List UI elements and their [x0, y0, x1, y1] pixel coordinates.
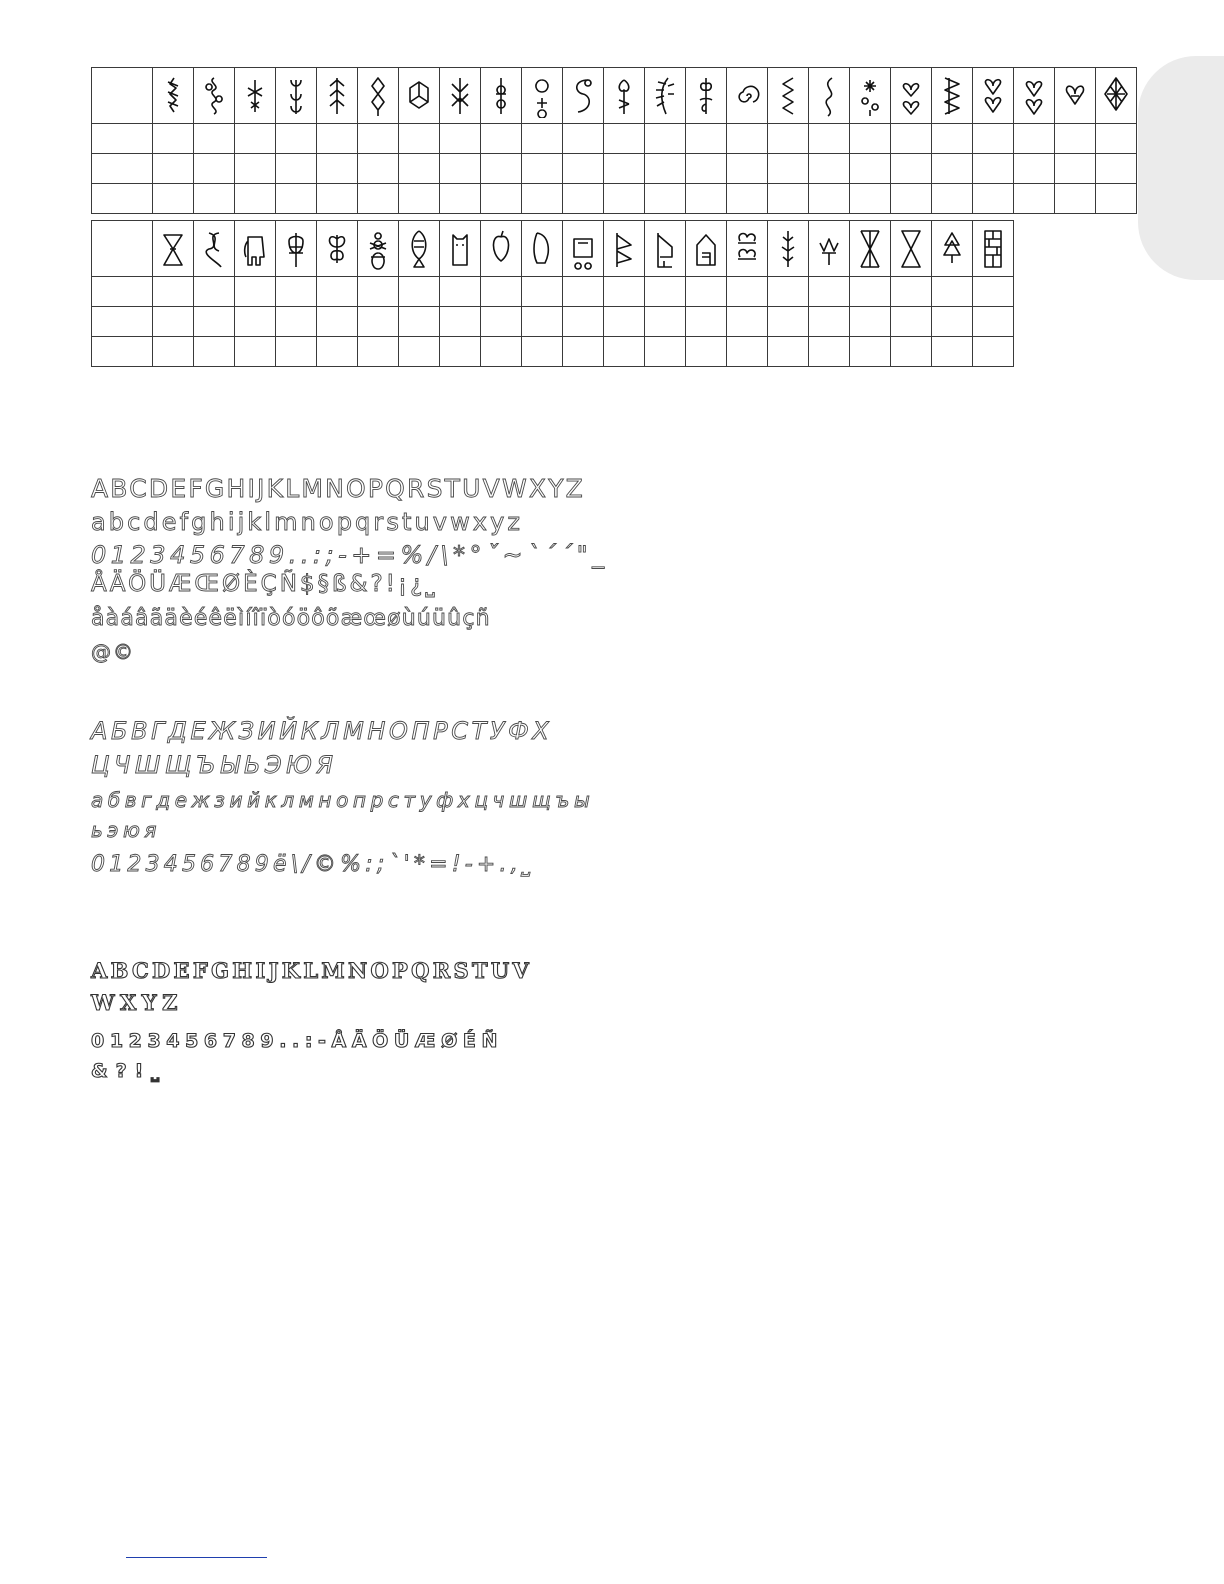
wave-icon: [816, 74, 842, 118]
stitch-icon-cell: [768, 221, 809, 277]
stitch-entry-cell: [522, 154, 563, 184]
stitch-icon-cell: [850, 221, 891, 277]
stitch-icon-cell: [440, 221, 481, 277]
double-zigzag-icon: [939, 74, 965, 118]
pine-tree-icon: [939, 227, 965, 271]
stitch-icon-cell: [645, 68, 686, 124]
stitch-entry-cell: [194, 307, 235, 337]
diamond-x-icon: [857, 227, 883, 271]
stitch-entry-cell: [973, 337, 1014, 367]
stitch-entry-cell: [686, 307, 727, 337]
car-icon: [570, 227, 596, 271]
stitch-entry-cell: [932, 277, 973, 307]
stitch-entry-cell: [973, 307, 1014, 337]
house-icon: [652, 227, 678, 271]
stitch-entry-cell: [194, 124, 235, 154]
stitch-entry-cell: [645, 307, 686, 337]
cloud-icon: [734, 227, 760, 271]
stitch-table-1: [91, 67, 1137, 214]
stitch-entry-cell: [358, 124, 399, 154]
stitch-icon-cell: [522, 68, 563, 124]
stitch-entry-cell: [317, 154, 358, 184]
stitch-entry-cell: [235, 337, 276, 367]
stitch-entry-cell: [481, 184, 522, 214]
stitch-entry-cell: [932, 307, 973, 337]
stitch-entry-cell: [850, 307, 891, 337]
stitch-entry-cell: [973, 277, 1014, 307]
stitch-entry-cell: [1014, 154, 1055, 184]
stitch-icon-cell: [399, 68, 440, 124]
black-heart-icon: [898, 74, 924, 118]
stitch-entry-cell: [850, 277, 891, 307]
stitch-entry-cell: [194, 184, 235, 214]
stitch-entry-cell: [276, 124, 317, 154]
stitch-entry-cell: [727, 307, 768, 337]
footer-rule: [126, 1557, 267, 1558]
stitch-entry-cell: [563, 184, 604, 214]
heart-outline-icon: [1021, 74, 1047, 118]
stitch-entry-cell: [891, 307, 932, 337]
cyrillic-uppercase-1: АБВГДЕЖЗИЙКЛМНОПРСТУФХ: [91, 717, 553, 745]
stitch-entry-cell: [932, 184, 973, 214]
stitch-entry-cell: [522, 277, 563, 307]
cyrillic-uppercase-2: ЦЧШЩЪЫЬЭЮЯ: [91, 751, 338, 779]
diamond-chain-icon: [365, 74, 391, 118]
stitch-entry-row: [92, 277, 1014, 307]
stitch-icon-cell: [1096, 68, 1137, 124]
stitch-entry-row: [92, 154, 1137, 184]
stitch-entry-cell: [809, 124, 850, 154]
stitch-icon-cell: [440, 68, 481, 124]
stitch-icon-cell: [276, 68, 317, 124]
heart-double-icon: [1062, 74, 1088, 118]
stitch-icon-cell: [727, 68, 768, 124]
heart-chain-icon: [980, 74, 1006, 118]
stitch-entry-cell: [440, 124, 481, 154]
stitch-icon-cell: [850, 68, 891, 124]
floral-star-icon: [857, 74, 883, 118]
stitch-entry-cell: [768, 124, 809, 154]
stitch-entry-cell: [563, 337, 604, 367]
stitch-entry-cell: [440, 154, 481, 184]
stitch-entry-cell: [645, 277, 686, 307]
stitch-entry-cell: [1014, 124, 1055, 154]
stitch-row-label: [92, 124, 153, 154]
fern-icon: [652, 74, 678, 118]
stitch-entry-cell: [645, 337, 686, 367]
stitch-icon-cell: [768, 68, 809, 124]
stitch-icon-cell: [686, 221, 727, 277]
stitch-entry-cell: [1055, 184, 1096, 214]
lattice-diamond-icon: [1103, 74, 1129, 118]
stitch-icon-cell: [686, 68, 727, 124]
stitch-row-label: [92, 184, 153, 214]
tulip-chain-icon: [283, 74, 309, 118]
block-symbols: &?!⎵: [91, 1060, 167, 1082]
stitch-label-cell: [92, 221, 153, 277]
flower-burst-icon: [242, 74, 268, 118]
stitch-entry-cell: [645, 124, 686, 154]
stitch-entry-cell: [481, 307, 522, 337]
stitch-entry-cell: [645, 154, 686, 184]
stitch-icon-cell: [563, 221, 604, 277]
stitch-entry-cell: [891, 184, 932, 214]
stitch-icon-cell: [522, 221, 563, 277]
stitch-entry-cell: [235, 184, 276, 214]
stitch-entry-cell: [276, 307, 317, 337]
stitch-entry-cell: [809, 154, 850, 184]
stitch-entry-cell: [604, 337, 645, 367]
stitch-icon-cell: [891, 221, 932, 277]
stitch-icon-cell: [235, 221, 276, 277]
stitch-entry-cell: [276, 154, 317, 184]
stitch-entry-cell: [850, 184, 891, 214]
stitch-entry-cell: [358, 154, 399, 184]
stitch-entry-cell: [1055, 124, 1096, 154]
stitch-entry-cell: [481, 277, 522, 307]
stitch-icon-cell: [891, 68, 932, 124]
apple-icon: [488, 227, 514, 271]
cyrillic-numbers-symbols: 0123456789ё\/©%:;`'*=!-+.,⎵: [91, 852, 535, 877]
flower-stem-icon: [775, 227, 801, 271]
stitch-entry-cell: [686, 124, 727, 154]
stitch-icon-cell: [727, 221, 768, 277]
stitch-entry-cell: [399, 154, 440, 184]
stitch-icon-cell: [604, 68, 645, 124]
stitch-entry-cell: [153, 154, 194, 184]
hexagon-icon: [406, 74, 432, 118]
stitch-icon-cell: [809, 68, 850, 124]
chapter-side-tab: [1138, 56, 1224, 280]
stitch-entry-cell: [891, 124, 932, 154]
stitch-entry-cell: [522, 307, 563, 337]
stitch-entry-cell: [809, 337, 850, 367]
stitch-entry-cell: [440, 184, 481, 214]
stitch-entry-cell: [317, 124, 358, 154]
stitch-entry-cell: [194, 154, 235, 184]
block-uppercase-2: WXYZ: [91, 990, 183, 1015]
fleur-icon: [693, 74, 719, 118]
stitch-entry-cell: [686, 154, 727, 184]
scroll-vine-icon: [201, 74, 227, 118]
brick-icon: [980, 227, 1006, 271]
leaf-vine-icon: [160, 74, 186, 118]
stitch-entry-cell: [768, 307, 809, 337]
snowflake-arrow-icon: [447, 74, 473, 118]
latin-accented-upper: ÅÄÖÜÆŒØÈÇÑ$§ß&?!¡¿⎵: [91, 571, 438, 597]
stitch-entry-cell: [153, 277, 194, 307]
stitch-entry-cell: [153, 124, 194, 154]
stitch-icon-cell: [276, 221, 317, 277]
stitch-entry-cell: [317, 307, 358, 337]
stitch-table-2: [91, 220, 1014, 367]
stitch-entry-cell: [276, 277, 317, 307]
stitch-entry-cell: [358, 307, 399, 337]
stitch-entry-cell: [891, 277, 932, 307]
stitch-entry-cell: [1096, 124, 1137, 154]
stitch-entry-cell: [317, 337, 358, 367]
stitch-entry-cell: [809, 277, 850, 307]
stitch-icon-cell: [194, 68, 235, 124]
stitch-entry-cell: [235, 154, 276, 184]
boat-icon: [611, 227, 637, 271]
block-uppercase-1: ABCDEFGHIJKLMNOPQRSTUV: [91, 958, 533, 983]
stitch-row-label: [92, 154, 153, 184]
stitch-icon-cell: [1055, 68, 1096, 124]
arrow-chain-icon: [324, 74, 350, 118]
stitch-entry-cell: [522, 337, 563, 367]
stitch-entry-cell: [358, 184, 399, 214]
stitch-entry-cell: [604, 124, 645, 154]
stitch-entry-cell: [932, 154, 973, 184]
stitch-entry-cell: [727, 277, 768, 307]
latin-numbers-symbols: 0123456789..:;-+=%/\*°ˇ~`´´"_: [91, 541, 609, 569]
stitch-entry-cell: [1096, 184, 1137, 214]
stitch-entry-cell: [768, 337, 809, 367]
stitch-icon-cell: [153, 68, 194, 124]
stitch-entry-cell: [891, 154, 932, 184]
stitch-entry-cell: [522, 184, 563, 214]
stitch-icon-cell: [973, 221, 1014, 277]
stitch-entry-cell: [850, 337, 891, 367]
stitch-entry-row: [92, 184, 1137, 214]
fish-icon: [406, 227, 432, 271]
stitch-entry-cell: [235, 124, 276, 154]
ant-icon: [365, 227, 391, 271]
stitch-icon-cell: [481, 221, 522, 277]
stitch-entry-cell: [727, 337, 768, 367]
stitch-entry-cell: [481, 337, 522, 367]
stitch-icon-cell: [809, 221, 850, 277]
stitch-entry-cell: [973, 154, 1014, 184]
stitch-entry-cell: [358, 277, 399, 307]
stitch-row-label: [92, 277, 153, 307]
stitch-entry-cell: [194, 277, 235, 307]
elephant-icon: [242, 227, 268, 271]
stitch-entry-cell: [563, 307, 604, 337]
latin-uppercase: ABCDEFGHIJKLMNOPQRSTUVWXYZ: [91, 474, 585, 503]
stitch-icon-row: [92, 221, 1014, 277]
stitch-icon-cell: [358, 68, 399, 124]
stitch-icon-cell: [194, 221, 235, 277]
stitch-entry-cell: [399, 184, 440, 214]
stitch-entry-cell: [399, 277, 440, 307]
stitch-entry-cell: [850, 154, 891, 184]
rooster-icon: [529, 227, 555, 271]
stitch-entry-cell: [153, 307, 194, 337]
stitch-entry-cell: [276, 337, 317, 367]
stitch-icon-cell: [973, 68, 1014, 124]
stitch-icon-cell: [153, 221, 194, 277]
knot-icon: [201, 227, 227, 271]
stitch-entry-cell: [727, 124, 768, 154]
stitch-icon-cell: [317, 68, 358, 124]
stitch-entry-cell: [686, 337, 727, 367]
stitch-entry-cell: [686, 277, 727, 307]
spiral-icon: [734, 74, 760, 118]
stitch-entry-cell: [727, 154, 768, 184]
stitch-entry-cell: [932, 124, 973, 154]
stitch-entry-cell: [768, 184, 809, 214]
stitch-icon-cell: [563, 68, 604, 124]
stitch-label-cell: [92, 68, 153, 124]
stitch-entry-cell: [1014, 184, 1055, 214]
stitch-icon-cell: [604, 221, 645, 277]
zigzag-icon: [775, 74, 801, 118]
stitch-entry-cell: [1096, 154, 1137, 184]
cat-icon: [447, 227, 473, 271]
stitch-entry-cell: [522, 124, 563, 154]
stitch-icon-cell: [358, 221, 399, 277]
stitch-icon-cell: [481, 68, 522, 124]
stitch-entry-cell: [317, 277, 358, 307]
turtle-icon: [283, 227, 309, 271]
stitch-entry-cell: [563, 124, 604, 154]
stitch-entry-cell: [604, 277, 645, 307]
block-numbers-accents: 0123456789..:-ÅÄÖÜÆØÉÑ: [91, 1030, 503, 1052]
stitch-entry-cell: [850, 124, 891, 154]
stitch-entry-cell: [604, 184, 645, 214]
stitch-entry-row: [92, 124, 1137, 154]
stitch-entry-cell: [973, 124, 1014, 154]
ornament-flower-icon: [611, 74, 637, 118]
latin-accented-lower: åàáâãäèéêëìíîïòóöôõæœøùúüûçñ: [91, 606, 491, 631]
hourglass-icon: [898, 227, 924, 271]
cross-spiral-icon: [529, 74, 555, 118]
stitch-icon-cell: [1014, 68, 1055, 124]
stitch-entry-cell: [604, 154, 645, 184]
stitch-icon-cell: [317, 221, 358, 277]
stitch-entry-cell: [235, 277, 276, 307]
stitch-icon-cell: [645, 221, 686, 277]
stitch-entry-cell: [440, 337, 481, 367]
stitch-entry-cell: [194, 337, 235, 367]
stitch-entry-cell: [399, 124, 440, 154]
stitch-icon-cell: [235, 68, 276, 124]
stitch-row-label: [92, 307, 153, 337]
cyrillic-lowercase-2: ьэюя: [91, 818, 162, 842]
stitch-entry-cell: [440, 277, 481, 307]
stitch-entry-cell: [358, 337, 399, 367]
stitch-entry-cell: [891, 337, 932, 367]
stitch-icon-cell: [932, 68, 973, 124]
stitch-entry-cell: [317, 184, 358, 214]
stitch-entry-cell: [276, 184, 317, 214]
stitch-entry-cell: [399, 337, 440, 367]
bow-icon: [160, 227, 186, 271]
stitch-entry-row: [92, 337, 1014, 367]
stitch-entry-cell: [809, 184, 850, 214]
stitch-entry-cell: [768, 277, 809, 307]
stitch-entry-cell: [686, 184, 727, 214]
stitch-entry-cell: [153, 337, 194, 367]
stitch-entry-cell: [440, 307, 481, 337]
stitch-entry-cell: [563, 154, 604, 184]
stitch-entry-row: [92, 307, 1014, 337]
crown-icon: [816, 227, 842, 271]
s-curl-icon: [570, 74, 596, 118]
stitch-entry-cell: [604, 307, 645, 337]
cyrillic-lowercase-1: абвгдежзийклмнопрстуфхцчшщъы: [91, 788, 595, 812]
stitch-entry-cell: [973, 184, 1014, 214]
stitch-entry-cell: [645, 184, 686, 214]
stitch-entry-cell: [481, 154, 522, 184]
stitch-entry-cell: [1055, 154, 1096, 184]
stitch-icon-cell: [399, 221, 440, 277]
butterfly-icon: [324, 227, 350, 271]
stitch-entry-cell: [727, 184, 768, 214]
stitch-row-label: [92, 337, 153, 367]
latin-extra-symbols: @©: [91, 640, 135, 664]
stitch-entry-cell: [932, 337, 973, 367]
stitch-entry-cell: [399, 307, 440, 337]
stitch-icon-cell: [932, 221, 973, 277]
stitch-entry-cell: [481, 124, 522, 154]
stitch-entry-cell: [235, 307, 276, 337]
stitch-entry-cell: [768, 154, 809, 184]
stitch-entry-cell: [563, 277, 604, 307]
stitch-entry-cell: [809, 307, 850, 337]
house-pair-icon: [693, 227, 719, 271]
latin-lowercase: abcdefghijklmnopqrstuvwxyz: [91, 508, 524, 536]
stitch-icon-row: [92, 68, 1137, 124]
dot-chain-icon: [488, 74, 514, 118]
stitch-entry-cell: [153, 184, 194, 214]
